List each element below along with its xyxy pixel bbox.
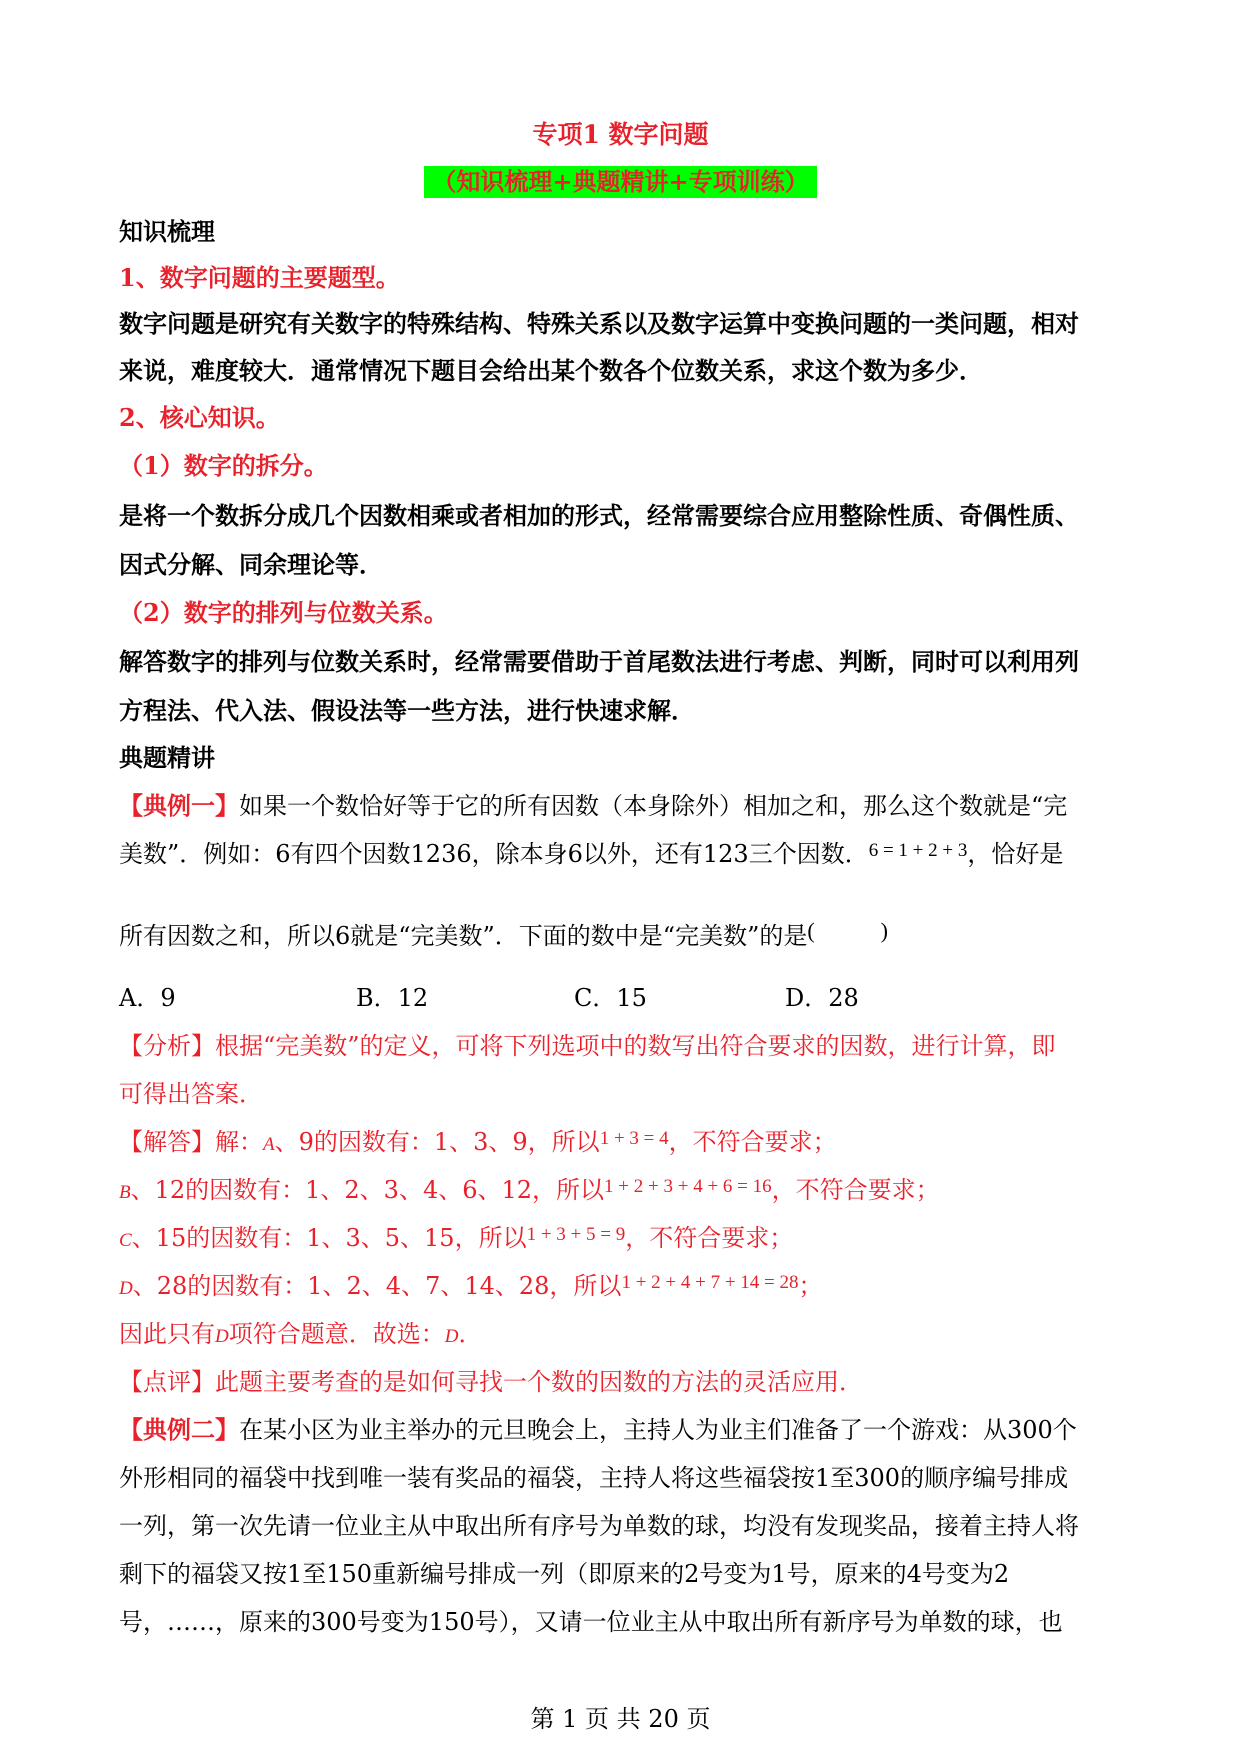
example1-line2: 美数”．例如：6有四个因数1236，除本身6以外，还有123三个因数．$^{6 = 1 + 2 + 3}$，恰好是 [119,840,1064,868]
heading-2: 2、核心知识。 [119,403,280,432]
answer-line-b: B、12的因数有：1、2、3、4、6、12，所以$^{1 + 2 + 3 + 4 + 6 = 16}$，不符合要求； [119,1176,940,1204]
comment-line: 【点评】此题主要考查的是如何寻找一个数的因数的方法的灵活应用． [119,1368,863,1396]
paragraph-1a: 数字问题是研究有关数字的特殊结构、特殊关系以及数字运算中变换问题的一类问题，相对 [119,309,1079,338]
paragraph-3a: 解答数字的排列与位数关系时，经常需要借助于首尾数法进行考虑、判断，同时可以利用列 [119,647,1079,676]
heading-2a: （1）数字的拆分。 [119,451,328,480]
option-d: D．28 [785,984,859,1012]
analysis-line2: 可得出答案． [119,1080,263,1108]
answer-conclusion: 因此只有D项符合题意．故选：D． [119,1320,483,1348]
page-footer: 第 1 页 共 20 页 [530,1705,711,1733]
answer-line-d: D、28的因数有：1、2、4、7、14、28，所以$^{1 + 2 + 4 + 7 + 14 = 28}$； [119,1272,823,1300]
section-knowledge: 知识梳理 [119,217,215,246]
option-b: B．12 [356,984,429,1012]
section-examples: 典题精讲 [119,743,215,772]
example1-line1: 【典例一】如果一个数恰好等于它的所有因数（本身除外）相加之和，那么这个数就是“完 [119,791,1068,820]
example2-line3: 一列，第一次先请一位业主从中取出所有序号为单数的球，均没有发现奖品，接着主持人将 [119,1512,1079,1540]
page-title: 专项1 数字问题 [532,120,709,149]
heading-2b: （2）数字的排列与位数关系。 [119,598,448,627]
option-c: C．15 [574,984,647,1012]
option-a: A．9 [119,984,176,1012]
example2-line1: 【典例二】在某小区为业主举办的元旦晚会上，主持人为业主们准备了一个游戏：从300个 [119,1415,1077,1444]
paragraph-3b: 方程法、代入法、假设法等一些方法，进行快速求解． [119,696,695,725]
example1-tag: 【典例一】 [119,791,239,820]
answer-line-c: C、15的因数有：1、3、5、15，所以$^{1 + 3 + 5 = 9}$，不符合要求； [119,1224,794,1252]
paragraph-2b: 因式分解、同余理论等． [119,550,383,579]
page-subtitle: （知识梳理+典题精讲+专项训练） [424,166,816,198]
example2-line5: 号，……，原来的300号变为150号），又请一位业主从中取出所有新序号为单数的球，也 [119,1608,1063,1636]
paragraph-1b: 来说，难度较大．通常情况下题目会给出某个数各个位数关系，求这个数为多少． [119,356,983,385]
analysis-line1: 【分析】根据“完美数”的定义，可将下列选项中的数写出符合要求的因数，进行计算，即 [119,1032,1056,1060]
answer-blank: ( ) [807,918,889,943]
paragraph-2a: 是将一个数拆分成几个因数相乘或者相加的形式，经常需要综合应用整除性质、奇偶性质、 [119,501,1079,530]
example2-tag: 【典例二】 [119,1415,239,1444]
answer-line-a: 【解答】解：A、9的因数有：1、3、9，所以$^{1 + 3 = 4}$，不符合要求； [119,1128,837,1156]
example2-line2: 外形相同的福袋中找到唯一装有奖品的福袋，主持人将这些福袋按1至300的顺序编号排成 [119,1464,1069,1492]
heading-1: 1、数字问题的主要题型。 [119,263,400,292]
example2-line4: 剩下的福袋又按1至150重新编号排成一列（即原来的2号变为1号，原来的4号变为2 [119,1560,1010,1588]
example1-line3: 所有因数之和，所以6就是“完美数”．下面的数中是“完美数”的是( ) [119,918,889,950]
math-expression: 6 = 1 + 2 + 3 [868,840,968,861]
